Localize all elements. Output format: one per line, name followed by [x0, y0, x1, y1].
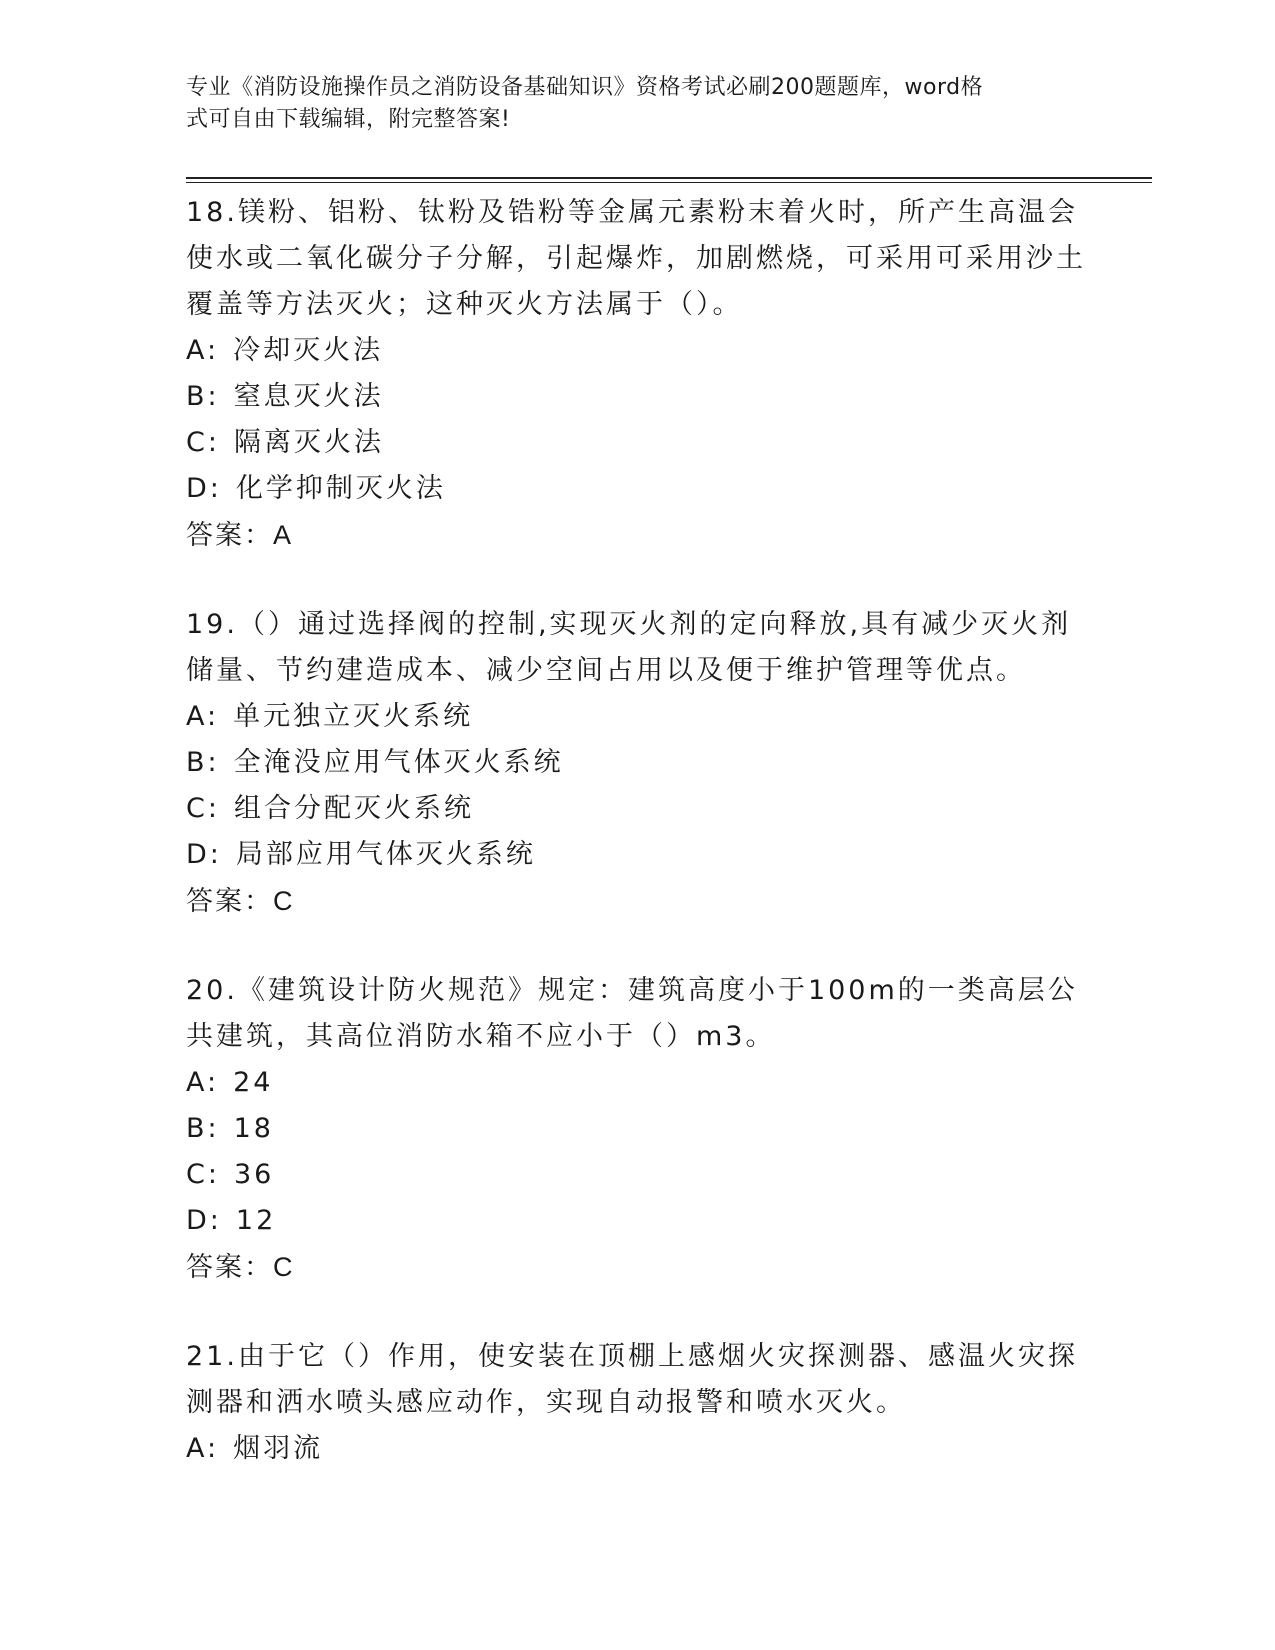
option-key: C:: [186, 427, 220, 458]
option-key: B:: [186, 381, 220, 412]
option-text: 18: [233, 1113, 274, 1144]
question-text: 18.镁粉、铝粉、钛粉及锆粉等金属元素粉末着火时，所产生高温会使水或二氧化碳分子分解，引起爆炸，加剧燃烧，可采用可采用沙土覆盖等方法灭火；这种灭火方法属于（）。: [186, 197, 1086, 320]
answer-value: C: [273, 886, 293, 916]
option-key: A:: [186, 335, 220, 366]
option-b: [186, 740, 1086, 786]
option-c: [186, 786, 1086, 832]
header-divider-thick: [186, 177, 1152, 179]
option-key: A:: [186, 1433, 220, 1464]
option-a: [186, 328, 1086, 374]
option-d: [186, 466, 1086, 512]
option-key: A:: [186, 701, 220, 732]
option-text: 组合分配灭火系统: [233, 793, 474, 824]
option-key: D:: [186, 839, 222, 870]
question-text: 21.由于它（）作用，使安装在顶棚上感烟火灾探测器、感温火灾探测器和洒水喷头感应动作，实现自动报警和喷水灭火。: [186, 1341, 1078, 1418]
option-text: 烟羽流: [233, 1433, 324, 1464]
option-a: [186, 1426, 1086, 1472]
answer-label: 答案：: [186, 520, 273, 550]
option-c: [186, 420, 1086, 466]
question-text: 20.《建筑设计防火规范》规定：建筑高度小于100m的一类高层公共建筑，其高位消防水箱不应小于（）m3。: [186, 975, 1078, 1052]
answer-label: 答案：: [186, 886, 273, 916]
question-20: [186, 968, 1086, 1290]
answer-line: [186, 512, 1086, 558]
option-text: 12: [235, 1205, 277, 1236]
header-divider-thin: [186, 182, 1152, 183]
answer-line: [186, 1244, 1086, 1290]
answer-line: [186, 878, 1086, 924]
option-c: [186, 1152, 1086, 1198]
option-key: A:: [186, 1067, 220, 1098]
question-list: [186, 190, 1086, 1516]
header-line-1: 专业《消防设施操作员之消防设备基础知识》资格考试必刷200题题库，word格: [186, 75, 984, 100]
option-key: C:: [186, 793, 220, 824]
option-text: 冷却灭火法: [233, 335, 384, 366]
question-19: [186, 602, 1086, 924]
option-text: 全淹没应用气体灭火系统: [233, 747, 564, 778]
option-b: [186, 374, 1086, 420]
option-a: [186, 694, 1086, 740]
document-header: [186, 72, 1066, 136]
option-key: D:: [186, 473, 222, 504]
question-18: [186, 190, 1086, 558]
option-key: C:: [186, 1159, 220, 1190]
question-text: 19.（）通过选择阀的控制,实现灭火剂的定向释放,具有减少灭火剂储量、节约建造成本、减少空间占用以及便于维护管理等优点。: [186, 609, 1072, 686]
option-text: 局部应用气体灭火系统: [235, 839, 536, 870]
option-d: [186, 1198, 1086, 1244]
answer-value: A: [273, 520, 292, 550]
option-text: 36: [233, 1159, 275, 1190]
header-line-2: 式可自由下载编辑，附完整答案!: [186, 107, 511, 132]
option-key: D:: [186, 1205, 222, 1236]
option-b: [186, 1106, 1086, 1152]
option-text: 单元独立灭火系统: [233, 701, 474, 732]
question-21: [186, 1334, 1086, 1472]
option-text: 24: [233, 1067, 274, 1098]
option-text: 隔离灭火法: [233, 427, 384, 458]
option-a: [186, 1060, 1086, 1106]
option-key: B:: [186, 1113, 220, 1144]
option-key: B:: [186, 747, 220, 778]
option-text: 化学抑制灭火法: [235, 473, 446, 504]
answer-label: 答案：: [186, 1252, 273, 1282]
answer-value: C: [273, 1252, 293, 1282]
option-text: 窒息灭火法: [233, 381, 384, 412]
option-d: [186, 832, 1086, 878]
